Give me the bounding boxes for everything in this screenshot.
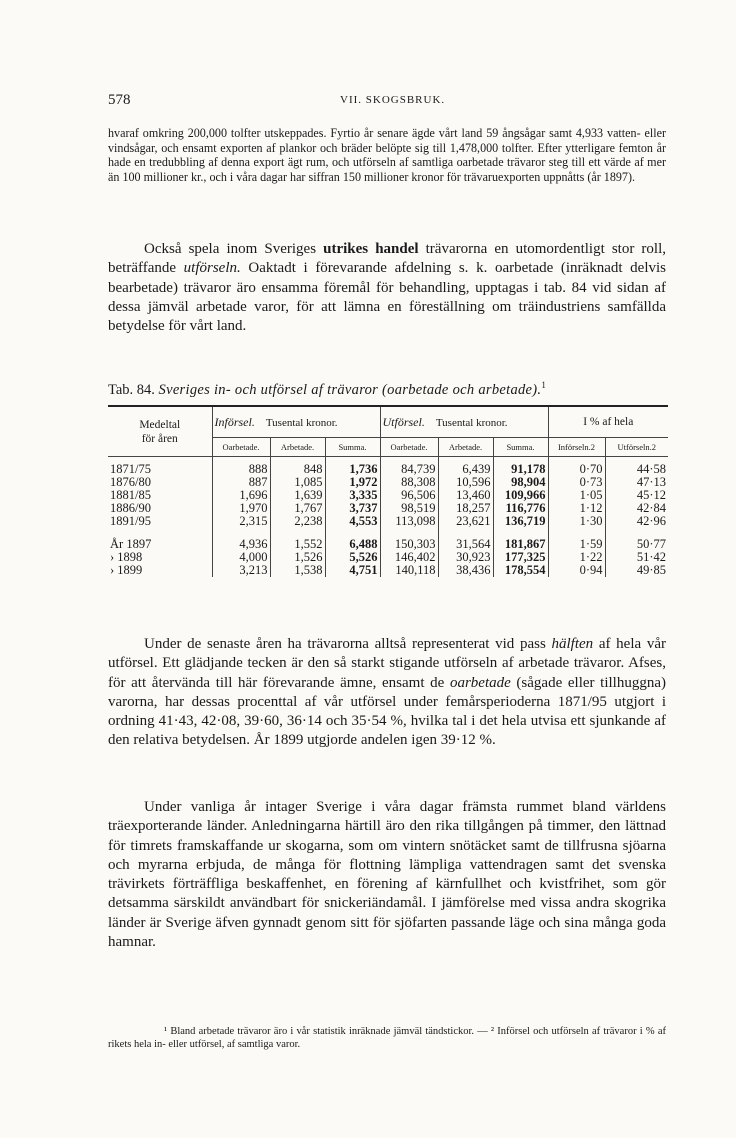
table-row [108,515,668,528]
p2-italic: utförseln. [183,260,241,277]
cell-in-o: 4,936 [212,538,270,551]
cell-ut-o: 96,506 [380,489,438,502]
cell-p-ut: 42·96 [605,515,668,528]
p2-text-2: trävarorna en utomordentligt stor roll, beträffande [108,241,666,277]
cell-ut-a: 23,621 [438,515,493,528]
cell-ut-a: 10,596 [438,476,493,489]
cell-ut-o: 113,098 [380,515,438,528]
cell-p-in: 0·73 [548,476,605,489]
cell-p-in: 1·22 [548,551,605,564]
p3-text-b: af hela vår utförsel. Ett glädjande tecken är den så starkt stigande utförseln af arbetade trävaror. Afses, för att återvända till här förevarande ämne, ensamt de [108,636,666,691]
cell-p-in: 1·30 [548,515,605,528]
table-caption [108,380,666,399]
row-label: › 1899 [110,563,143,577]
paragraph-sweden [108,798,666,952]
sub-pct-inforseln: Införseln.2 [548,438,605,457]
cell-in-o: 1,696 [212,489,270,502]
cell-ut-s: 181,867 [493,538,548,551]
cell-in-a: 1,767 [270,502,325,515]
sub-ut-summa: Summa. [493,438,548,457]
cell-ut-o: 84,739 [380,457,438,477]
p4-text: Under vanliga år intager Sverige i våra dagar främsta rummet bland världens träexporterande länder. Anledningarna härtill äro den rika tillgången på timmer, den lättnad för timrets framskaffande ur skogarna, som om vintern snötäcket samt de tillfrusna sjöarna och myrarna erbjuda, de många för flottning lämpliga vattendragen samt det svenska trävirkets förträffliga beskaffenhet, en förening af kärnfullhet och kvistfrihet, som gör detsamma särskildt användbart för snickeriändamål. I jämförelse med vissa andra skogrika länder är Sverige äfven gynnadt genom sitt för sjöfarten passande läge och sina många goda hamnar. [108,799,666,951]
cell-ut-a: 18,257 [438,502,493,515]
inforsel-unit: Tusental kronor. [265,416,338,429]
cell-p-ut: 44·58 [605,457,668,477]
table-row [108,457,668,477]
p2-bold: utrikes handel [323,241,419,257]
period-header [108,406,212,457]
cell-in-o: 888 [212,457,270,477]
cell-ut-o: 140,118 [380,564,438,577]
cell-in-o: 2,315 [212,515,270,528]
cell-p-in: 0·94 [548,564,605,577]
utforsel-unit: Tusental kronor. [435,416,508,429]
cell-in-s: 1,736 [325,457,380,477]
p2-text-1: Också spela inom Sveriges [144,241,324,257]
table-header-row-1 [108,406,668,438]
medeltal-label: Medeltal [139,418,181,431]
cell-in-o: 1,970 [212,502,270,515]
page-header [108,92,668,112]
cell-ut-o: 98,519 [380,502,438,515]
footnote [108,1026,666,1051]
cell-p-in: 0·70 [548,457,605,477]
cell-ut-s: 98,904 [493,476,548,489]
table-caption-note: 1 [541,380,546,390]
sub-in-arbetade: Arbetade. [270,438,325,457]
cell-ut-a: 30,923 [438,551,493,564]
cell-p-ut: 51·42 [605,551,668,564]
cell-ut-o: 146,402 [380,551,438,564]
cell-ut-a: 6,439 [438,457,493,477]
row-label: 1881/85 [110,488,151,502]
cell-ut-o: 150,303 [380,538,438,551]
cell-in-s: 6,488 [325,538,380,551]
running-head: VII. SKOGSBRUK. [340,94,446,106]
cell-p-ut: 42·84 [605,502,668,515]
cell-ut-s: 116,776 [493,502,548,515]
p3-italic-1: hälften [551,636,594,652]
cell-in-a: 2,238 [270,515,325,528]
cell-in-o: 887 [212,476,270,489]
cell-in-s: 1,972 [325,476,380,489]
cell-ut-s: 136,719 [493,515,548,528]
cell-in-s: 3,335 [325,489,380,502]
row-label: År 1897 [110,537,152,551]
intro-paragraph: hvaraf omkring 200,000 tolfter utskeppades. Fyrtio år senare ägde vårt land 59 ångsågar samt 4,933 vatten- eller vindsågar, och ensamt exporten af plankor och bräder belöpte sig till 1,478,000 tolfter. Efter ytterligare femton år hade en tredubbling af denna export ägt rum, och utförseln af samtliga oarbetade trävaror steg till ett värde af mer än 100 millioner kr., och i våra dagar har siffran 150 millioner kronor för trävaruexporten uppnåtts (år 1897). [108,126,666,184]
row-label: 1886/90 [110,501,151,515]
cell-ut-s: 91,178 [493,457,548,477]
cell-ut-s: 109,966 [493,489,548,502]
cell-ut-a: 38,436 [438,564,493,577]
cell-in-s: 5,526 [325,551,380,564]
cell-ut-s: 178,554 [493,564,548,577]
inforsel-label: Införsel. [214,414,255,429]
p3-italic-2: oarbetade [449,674,511,691]
cell-p-ut: 50·77 [605,538,668,551]
cell-p-ut: 45·12 [605,489,668,502]
cell-in-a: 1,538 [270,564,325,577]
paragraph-trade [108,240,666,336]
cell-in-s: 4,553 [325,515,380,528]
sub-ut-arbetade: Arbetade. [438,438,493,457]
utforsel-group-header [380,406,548,438]
page-number: 578 [108,92,131,108]
cell-p-in: 1·59 [548,538,605,551]
cell-in-o: 3,213 [212,564,270,577]
cell-in-o: 4,000 [212,551,270,564]
footnote-text: ¹ Bland arbetade trävaror äro i vår statistik inräknade jämväl tändstickor. — ² Införsel och utförseln af trävaror i % af rikets hela in- eller utförsel, af samtliga varor. [108,1026,666,1050]
cell-in-a: 1,085 [270,476,325,489]
trade-table [108,405,668,577]
table-row [108,564,668,577]
sub-in-oarbetade: Oarbetade. [212,438,270,457]
cell-ut-s: 177,325 [493,551,548,564]
p3-text-c: (sågade eller tillhuggna) varorna, har dessas procenttal af vår utförsel under femårsperioderna 1871/95 utgjort i ordning 41·43, 42·08, 39·60, 36·14 och 35·54 %, hvilka tal i det hela utvisa ett sjunkande af den relativa betydelsen. År 1899 utgjorde andelen igen 39·12 %. [108,674,667,749]
paragraph-exports [108,635,666,751]
cell-in-a: 1,526 [270,551,325,564]
table-caption-label: Tab. 84. [108,381,155,398]
cell-in-a: 848 [270,457,325,477]
cell-p-in: 1·12 [548,502,605,515]
cell-in-a: 1,639 [270,489,325,502]
sub-pct-utforseln: Utförseln.2 [605,438,668,457]
inforsel-group-header [212,406,380,438]
for-aren-label: för åren [141,432,178,445]
table-caption-title: Sveriges in- och utförsel af trävaror (oarbetade och arbetade). [158,381,542,398]
p3-text-a: Under de senaste åren ha trävarorna alltså representerat vid pass [144,636,552,652]
cell-in-s: 4,751 [325,564,380,577]
cell-ut-a: 13,460 [438,489,493,502]
row-label: 1876/80 [110,475,151,489]
cell-in-a: 1,552 [270,538,325,551]
cell-in-s: 3,737 [325,502,380,515]
sub-in-summa: Summa. [325,438,380,457]
cell-ut-o: 88,308 [380,476,438,489]
utforsel-label: Utförsel. [382,414,425,429]
row-label: 1891/95 [110,514,151,528]
p2-text-3: Oaktadt i förevarande afdelning s. k. oarbetade (inräknadt delvis bearbetade) trävaror äro ensamma föremål för behandling, upptagas i tab. 84 vid sidan af dessa jämväl arbetade varor, för att lämna en föreställning om träindustriens samfällda betydelse för vårt land. [108,260,667,335]
percent-group-header: I % af hela [548,406,668,438]
row-label: › 1898 [110,550,143,564]
row-label: 1871/75 [110,462,151,476]
sub-ut-oarbetade: Oarbetade. [380,438,438,457]
cell-p-ut: 49·85 [605,564,668,577]
cell-p-ut: 47·13 [605,476,668,489]
cell-p-in: 1·05 [548,489,605,502]
cell-ut-a: 31,564 [438,538,493,551]
